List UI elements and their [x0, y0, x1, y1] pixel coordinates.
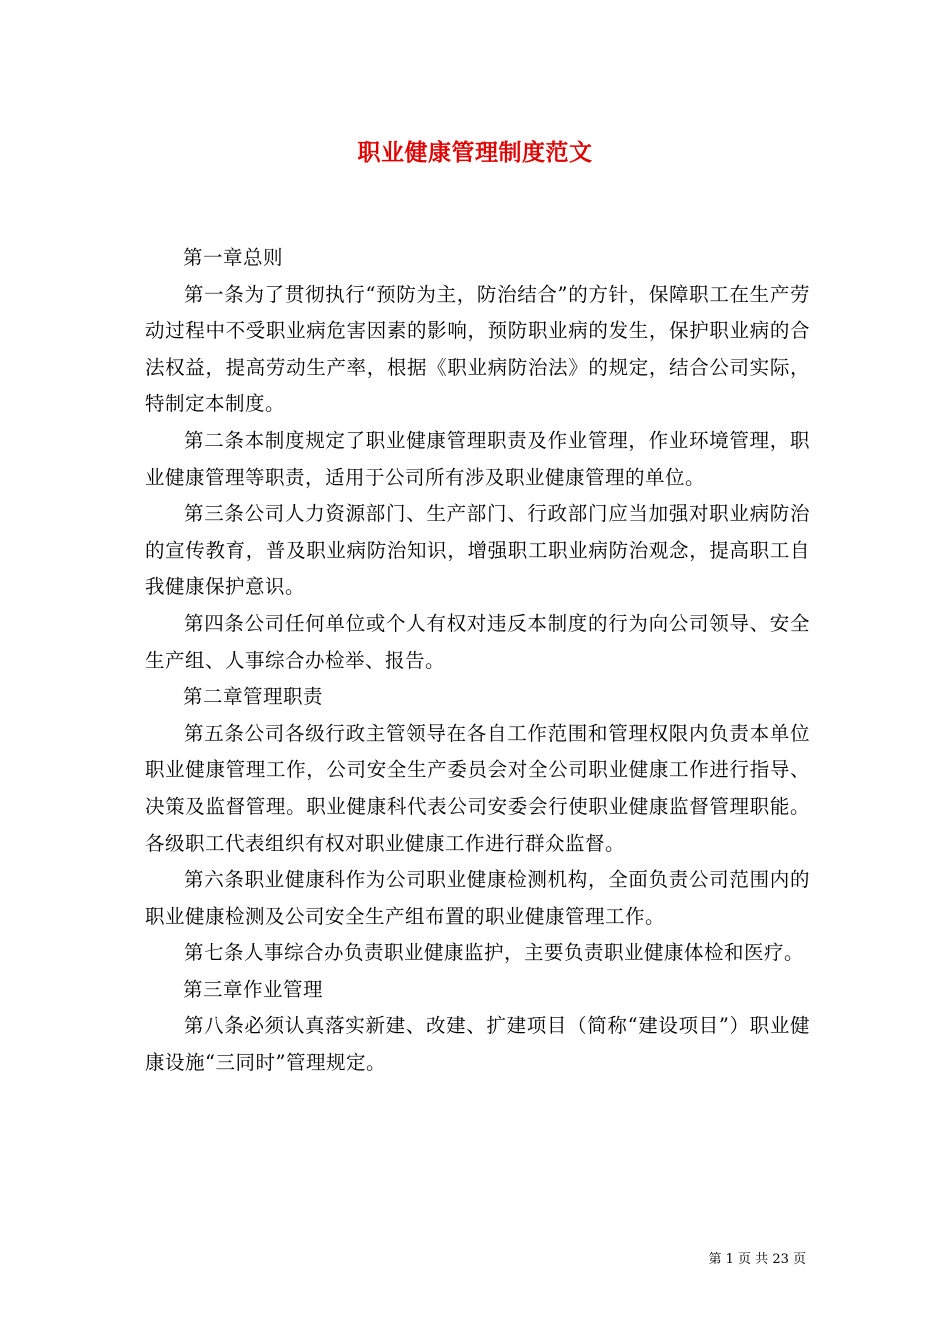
article-8: 第八条必须认真落实新建、改建、扩建项目（简称“建设项目”）职业健康设施“三同时”管理规定。: [145, 1014, 810, 1075]
article-4: 第四条公司任何单位或个人有权对违反本制度的行为向公司领导、安全生产组、人事综合办检举、报告。: [145, 611, 810, 672]
article-3: 第三条公司人力资源部门、生产部门、行政部门应当加强对职业病防治的宣传教育，普及职业病防治知识，增强职工职业病防治观念，提高职工自我健康保护意识。: [145, 502, 810, 599]
article-1: 第一条为了贯彻执行“预防为主，防治结合”的方针，保障职工在生产劳动过程中不受职业病危害因素的影响，预防职业病的发生，保护职业病的合法权益，提高劳动生产率，根据《职业病防治法》的规定，结合公司实际，特制定本制度。: [145, 282, 810, 416]
article-2: 第二条本制度规定了职业健康管理职责及作业管理，作业环境管理，职业健康管理等职责，适用于公司所有涉及职业健康管理的单位。: [145, 428, 810, 489]
article-6: 第六条职业健康科作为公司职业健康检测机构，全面负责公司范围内的职业健康检测及公司安全生产组布置的职业健康管理工作。: [145, 868, 810, 928]
page-number: 第 1 页 共 23 页: [708, 1252, 806, 1267]
chapter-heading-1: 第一章总则: [183, 246, 284, 269]
document-title: 职业健康管理制度范文: [357, 139, 593, 166]
chapter-heading-2: 第二章管理职责: [183, 685, 324, 709]
article-7: 第七条人事综合办负责职业健康监护，主要负责职业健康体检和医疗。: [184, 941, 805, 965]
document-body: [145, 240, 810, 1082]
chapter-heading-3: 第三章作业管理: [183, 977, 324, 1001]
article-5: 第五条公司各级行政主管领导在各自工作范围和管理权限内负责本单位职业健康管理工作，公司安全生产委员会对全公司职业健康工作进行指导、决策及监督管理。职业健康科代表公司安委会行使职业健康监督管理职能。各级职工代表组织有权对职业健康工作进行群众监督。: [145, 721, 810, 855]
